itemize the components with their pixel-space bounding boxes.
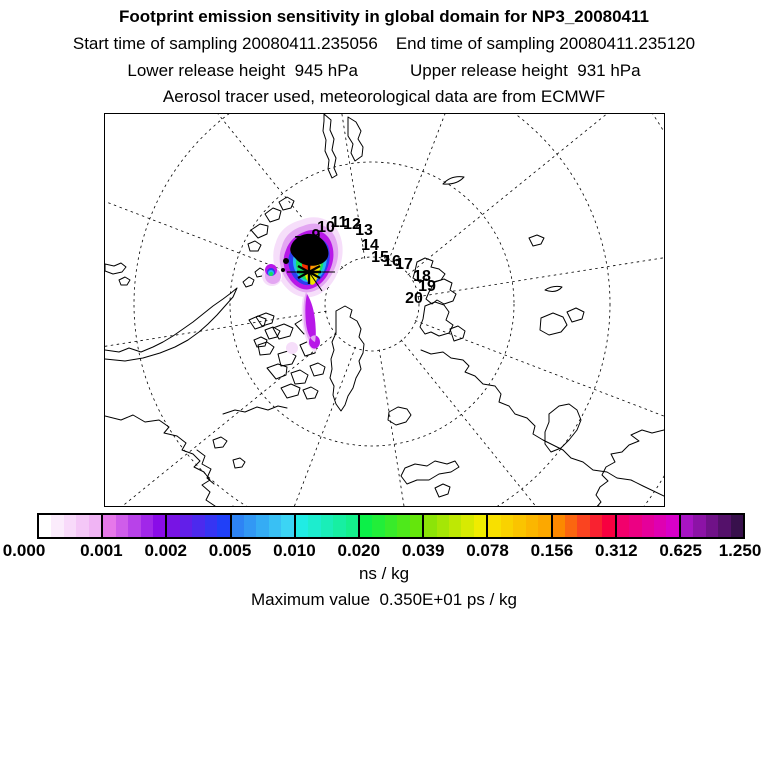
trajectory-day-label: 15 [371, 249, 389, 266]
colorbar-cell [39, 515, 51, 537]
colorbar-cell [232, 515, 244, 537]
colorbar-segment [424, 515, 488, 537]
colorbar-cell [141, 515, 153, 537]
colorbar-tick-label: 0.010 [273, 541, 316, 560]
colorbar-cell [577, 515, 589, 537]
colorbar-segment [488, 515, 552, 537]
lower-release-text: Lower release height 945 hPa [127, 61, 358, 80]
colorbar-cell [538, 515, 550, 537]
colorbar-cell [513, 515, 525, 537]
colorbar-cell [474, 515, 486, 537]
colorbar-cell [424, 515, 436, 537]
tracer-info-line: Aerosol tracer used, meteorological data are from ECMWF [162, 87, 606, 106]
colorbar-cell [103, 515, 115, 537]
colorbar-cell [501, 515, 513, 537]
colorbar-cell [449, 515, 461, 537]
colorbar-cell [410, 515, 422, 537]
trajectory-day-label: 17 [395, 256, 413, 273]
colorbar-segment [167, 515, 231, 537]
colorbar-cell [461, 515, 473, 537]
colorbar-segment [617, 515, 681, 537]
trajectory-day-label: 7 [294, 234, 304, 251]
trajectory-day-label: 12 [343, 216, 361, 233]
trajectory-day-label: 19 [418, 278, 436, 295]
colorbar-tick-label: 0.078 [466, 541, 509, 560]
colorbar-cell [51, 515, 63, 537]
trajectory-day-label: 8 [303, 235, 313, 252]
colorbar-cell [666, 515, 678, 537]
colorbar-cell [321, 515, 333, 537]
colorbar-cell [205, 515, 217, 537]
colorbar-cell [360, 515, 372, 537]
colorbar-cell [296, 515, 308, 537]
colorbar-cell [346, 515, 358, 537]
colorbar-cell [116, 515, 128, 537]
polar-map [104, 113, 665, 507]
colorbar-cell [590, 515, 602, 537]
colorbar-cell [281, 515, 293, 537]
colorbar-tick-label: 1.250 [718, 541, 762, 560]
colorbar-cell [192, 515, 204, 537]
coastlines [105, 114, 664, 507]
colorbar-segment [103, 515, 167, 537]
trajectory-day-label: 18 [413, 268, 431, 285]
colorbar-cell [706, 515, 718, 537]
colorbar-tick-labels [0, 541, 768, 559]
colorbar-tick-label: 0.002 [144, 541, 187, 560]
release-height-line [0, 61, 768, 80]
colorbar-segment [296, 515, 360, 537]
colorbar-cell [718, 515, 730, 537]
colorbar-cell [180, 515, 192, 537]
colorbar-cell [553, 515, 565, 537]
colorbar-tick-label: 0.005 [208, 541, 252, 560]
colorbar-cell [333, 515, 345, 537]
colorbar-tick-label: 0.039 [401, 541, 445, 560]
colorbar-cell [654, 515, 666, 537]
colorbar-tick-label: 0.001 [80, 541, 123, 560]
start-time-text: Start time of sampling 20080411.235056 [72, 34, 378, 53]
colorbar-cell [153, 515, 165, 537]
colorbar-segment [681, 515, 743, 537]
colorbar-cell [488, 515, 500, 537]
colorbar-cell [128, 515, 140, 537]
end-time-text: End time of sampling 20080411.235120 [395, 34, 696, 53]
colorbar-segment [360, 515, 424, 537]
colorbar-tick-label: 0.000 [2, 541, 46, 560]
page-title: Footprint emission sensitivity in global domain for NP3_20080411 [119, 7, 649, 26]
sampling-time-line [0, 34, 768, 53]
colorbar-cell [372, 515, 384, 537]
trajectory-day-label: 20 [405, 290, 423, 307]
trajectory-day-label: 16 [383, 253, 401, 270]
colorbar-cell [681, 515, 693, 537]
trajectory-day-label: 9 [311, 227, 321, 244]
colorbar-cell [167, 515, 179, 537]
colorbar-cell [89, 515, 101, 537]
trajectory-day-label: 10 [317, 219, 335, 236]
meridian-line [388, 113, 622, 261]
meridian-line [121, 347, 355, 507]
trajectory-day-label: 14 [361, 237, 379, 254]
colorbar-cell [617, 515, 629, 537]
colorbar-segment [39, 515, 103, 537]
colorbar-tick-label: 0.625 [659, 541, 702, 560]
colorbar-cell [642, 515, 654, 537]
colorbar-cell [565, 515, 577, 537]
colorbar-cell [526, 515, 538, 537]
colorbar-cell [602, 515, 614, 537]
colorbar-cell [217, 515, 229, 537]
colorbar-cell [244, 515, 256, 537]
meridian-line [417, 194, 665, 296]
colorbar-cell [731, 515, 743, 537]
trajectory-day-label: 13 [355, 222, 373, 239]
colorbar-cell [269, 515, 281, 537]
trajectory-day-label: 11 [330, 214, 348, 231]
meridian-line [408, 113, 665, 275]
colorbar-tick-label: 0.156 [530, 541, 574, 560]
colorbar-cell [437, 515, 449, 537]
meridian-line [379, 349, 481, 507]
colorbar-cell [397, 515, 409, 537]
colorbar-cell [308, 515, 320, 537]
colorbar-cell [76, 515, 88, 537]
colorbar-units-label: ns / kg [358, 564, 410, 583]
colorbar-cell [256, 515, 268, 537]
colorbar-cell [693, 515, 705, 537]
colorbar-segment [232, 515, 296, 537]
colorbar-cell [629, 515, 641, 537]
colorbar-cell [64, 515, 76, 537]
colorbar [37, 513, 745, 539]
colorbar-segment [553, 515, 617, 537]
colorbar-tick-label: 0.020 [337, 541, 381, 560]
max-value-label: Maximum value 0.350E+01 ps / kg [251, 590, 517, 609]
colorbar-cell [385, 515, 397, 537]
upper-release-text: Upper release height 931 hPa [410, 61, 641, 80]
colorbar-tick-label: 0.312 [594, 541, 638, 560]
